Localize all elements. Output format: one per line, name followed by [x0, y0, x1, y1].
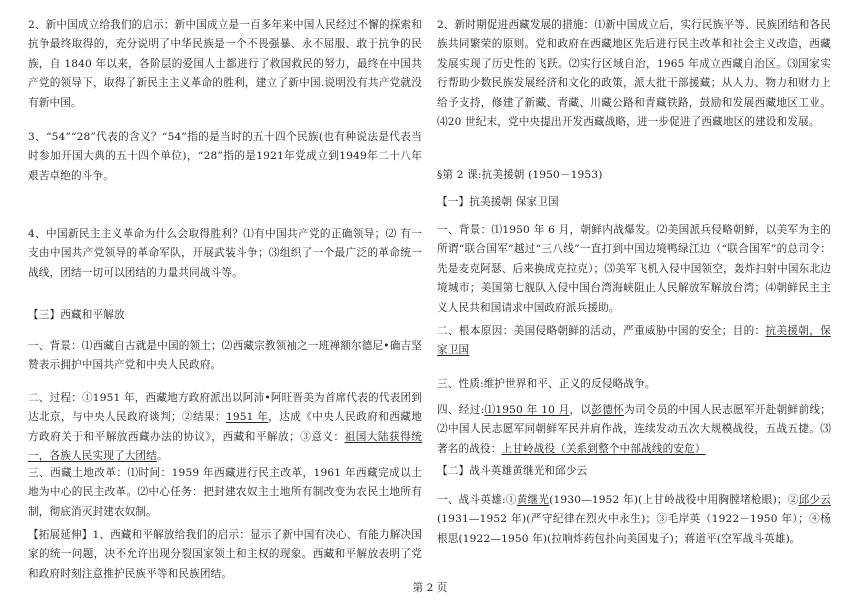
course-commander: 彭德怀	[591, 404, 625, 416]
section2-heading: 【二】战斗英雄黄继光和邱少云	[437, 465, 588, 477]
tibet-measures: 2、新时期促进西藏发展的措施：⑴新中国成立后，实行民族平等、民族团结和各民族共同繁荣的原则。党和政府在西藏地区先后进行民主改革和社会主义改造，西藏发展实现了历史性的飞跃。⑵实行区域自治，1965 年成立西藏自治区。⑶国家实行帮助少数民族发展经济和文化的政策，派大批干部援藏；从人力、物力和财力上给予支持，修建了新藏、青藏、川藏公路和青藏铁路，鼓励和发展西藏地区工业。⑷20 世纪末，党中央提出开发西藏战略，进一步促进了西藏地区的建设和发展。	[437, 19, 831, 129]
hero-qiu: 邱少云	[798, 494, 832, 506]
hero-huang: 黄继光	[516, 494, 550, 506]
q3-paragraph: 3、“54”“28”代表的含义？“54”指的是当时的五十四个民族(也有种说法是代表当时参加开国大典的五十四个单位)，“28”指的是1921年党成立到1949年二十八年艰苦卓绝的斗争。	[28, 131, 422, 182]
reason-text: 二、根本原因：美国侵略朝鲜的活动，严重威胁中国的安全；目的：	[437, 325, 766, 337]
lesson-title: §第 2 课:抗美援朝 (1950－1953)	[437, 169, 603, 181]
korea-background: 一、背景：⑴1950 年 6 月，朝鲜内战爆发。⑵美国派兵侵略朝鲜，以美军为主的所谓“联合国军”越过“三八线”一直打到中国边境鸭绿江边（“联合国军”的总司令：先是麦克阿瑟、后来换成克拉克）；⑶美军飞机入侵中国领空，轰炸扫射中国东北边境城市；美国第七舰队入侵中国台湾海峡阻止人民解放军解放台湾；⑷朝鲜民主主义人民共和国请求中国政府派兵援助。	[437, 224, 831, 314]
course-label: 四、经过:	[437, 404, 485, 416]
heroes-label: 一、战斗英雄:①	[437, 494, 517, 506]
course-battle: 上甘岭战役（关系到整个中部战线的安危）	[501, 442, 706, 455]
process-year: 1951 年	[225, 411, 269, 424]
process-text-a: 二、过程：①1951 年，西藏地方政府派出以阿沛•阿旺晋美为首席代表的代表团到达北京，与中央人民政府谈判；②结果：	[28, 392, 422, 424]
q2-end: 。	[70, 96, 82, 109]
korea-nature: 三、性质:维护世界和平、正义的反侵略战争。	[437, 378, 656, 390]
course-text-e: 为司令员的中国人民志愿军开赴朝鲜前线；⑵中国人民志愿军同朝鲜军民并肩作战，连续发动五次大规模战役，五战五捷。⑶著名的战役：	[437, 404, 831, 455]
tibet-background: 一、背景：⑴西藏自古就是中国的领土；⑵西藏宗教领袖之一班禅额尔德尼•确吉坚赞表示拥护中国共产党和中央人民政府。	[28, 340, 422, 372]
course-date: ⑴1950 年 10 月	[484, 404, 570, 416]
korea-course	[437, 401, 831, 459]
heroes-paragraph	[437, 491, 831, 549]
page-number: 第 2 页	[412, 582, 448, 594]
heroes-text-e: (1931—1952 年)(严守纪律在烈火中永生)；③毛岸英（1922－1950 年）；④杨根思(1922—1950 年)(拉响炸药包扑向美国鬼子)；蒋道平(空军战斗英雄)。	[437, 513, 831, 545]
q2-underlined-text: 说明没有共产党就没有新中国	[28, 77, 422, 109]
q2-text: 2、新中国成立给我们的启示：新中国成立是一百多年来中国人民经过不懈的探索和抗争最终取得的，充分说明了中华民族是一个不畏强暴、永不屈服、敢于抗争的民族，自 1840 年以来，各阶层的爱国人士都进行了救国救民的努力，最终在中国共产党的领导下，取得了新民主主义革命的胜利，建立了新中国.	[28, 19, 422, 90]
process-end: 。	[156, 450, 168, 463]
tibet-land-reform: 三、西藏土地改革：⑴时间：1959 年西藏进行民主改革，1961 年西藏完成以土地为中心的民主改革。⑵中心任务：把封建农奴主土地所有制改变为农民土地所有制，彻底消灭封建农奴制。	[28, 467, 422, 518]
process-significance: 祖国大陆获得统一，各族人民实现了大团结	[28, 430, 422, 463]
extension-note: 【拓展延伸】1、西藏和平解放给我们的启示：显示了新中国有决心、有能力解决国家的统一问题，决不允许出现分裂国家领土和主权的现象。西藏和平解放表明了党和政府时刻注意推护民族平等和民族团结。	[28, 529, 422, 580]
course-text-c: ，以	[569, 404, 592, 416]
korea-reason	[437, 322, 831, 361]
process-text-c: ，达成《中央人民政府和西藏地方政府关于和平解放西藏办法的协议》，西藏和平解放；③意义：	[28, 411, 422, 443]
heroes-text-c: (1930—1952 年)(上甘岭战役中用胸膛堵枪眼)；②	[549, 494, 799, 506]
section1-heading: 【一】抗美援朝 保家卫国	[437, 196, 559, 208]
tibet-process	[28, 389, 422, 467]
section3-heading: 【三】西藏和平解放	[28, 309, 125, 321]
q2-paragraph	[28, 16, 422, 113]
reason-purpose: 抗美援朝，保家卫国	[437, 325, 831, 357]
q4-paragraph: 4、中国新民主主义革命为什么会取得胜利？⑴有中国共产党的正确领导；⑵ 有一支由中国共产党领导的革命军队，开展武装斗争；⑶组织了一个最广泛的革命统一战线，团结一切可以团结的力量共同战斗等。	[28, 228, 422, 279]
